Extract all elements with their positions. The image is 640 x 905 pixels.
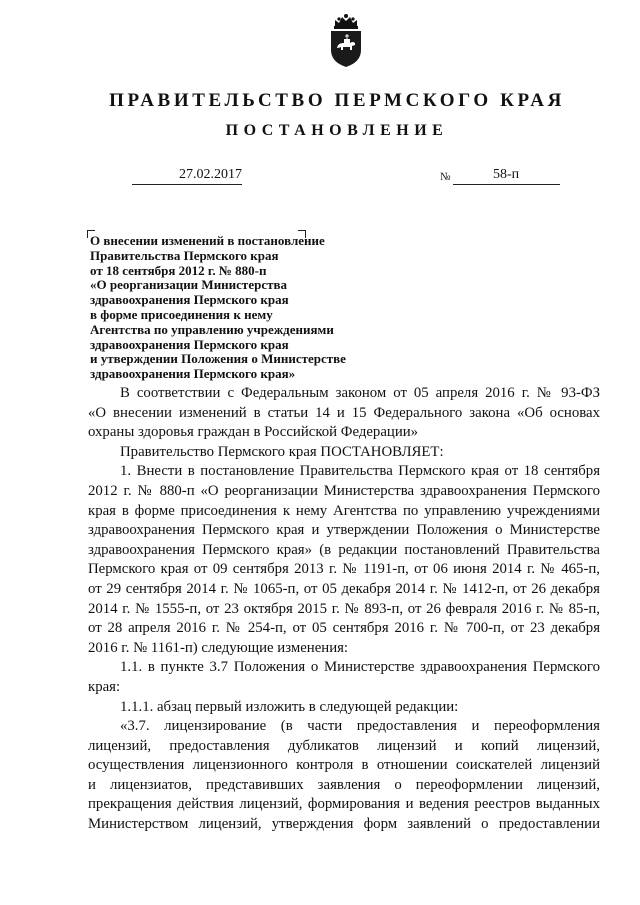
- body-line: осуществления лицензионного контроля в отношении соискателей лицензий: [88, 757, 600, 774]
- body-line: лицензий, предоставления дубликатов лицензий и копий лицензий,: [88, 737, 600, 754]
- document-type-title: ПОСТАНОВЛЕНИЕ: [225, 122, 449, 139]
- body-line: Министерством лицензий, утверждения форм заявлений о предоставлении: [88, 816, 600, 833]
- document-number-field: [453, 166, 560, 185]
- body-line: от 28 апреля 2016 г. № 254-п, от 05 сентября 2016 г. № 700-п, от 23 декабря: [88, 620, 600, 637]
- subject-line: «О реорганизации Министерства: [90, 277, 287, 293]
- body-line: от 29 сентября 2014 г. № 1065-п, от 05 декабря 2014 г. № 1412-п, от 26 декабря: [88, 580, 600, 597]
- body-line: здравоохранения Пермского края и утверждении Положения о Министерстве: [88, 522, 600, 539]
- body-line: «О внесении изменений в статьи 14 и 15 Федерального закона «Об основах: [88, 404, 600, 421]
- perm-krai-coat-of-arms-icon: [326, 12, 366, 68]
- body-line: 2016 г. № 1161-п) следующие изменения:: [88, 639, 349, 656]
- body-line: 2014 г. № 1555-п, от 23 октября 2015 г. № 893-п, от 26 февраля 2016 г. № 85-п,: [88, 600, 600, 617]
- subject-line: здравоохранения Пермского края»: [90, 366, 296, 382]
- body-line: края:: [88, 678, 121, 695]
- body-line: Пермского края от 09 сентября 2013 г. № 1191-п, от 06 июня 2014 г. № 465-п,: [88, 561, 600, 578]
- body-line: 1.1. в пункте 3.7 Положения о Министерстве здравоохранения Пермского: [120, 659, 600, 676]
- subject-line: здравоохранения Пермского края: [90, 292, 289, 308]
- document-number: 58-п: [493, 167, 520, 182]
- subject-line: от 18 сентября 2012 г. № 880-п: [90, 262, 267, 278]
- body-line: и лицензиатов, представивших заявления о переоформлении лицензий,: [88, 776, 600, 793]
- body-line: охраны здоровья граждан в Российской Федерации»: [88, 424, 419, 441]
- body-line: прекращения действия лицензий, формирования и ведения реестров выданных: [88, 796, 600, 813]
- document-body: [88, 384, 600, 835]
- document-date: 27.02.2017: [132, 166, 242, 185]
- number-sign: №: [440, 171, 451, 183]
- government-title: ПРАВИТЕЛЬСТВО ПЕРМСКОГО КРАЯ: [109, 90, 565, 111]
- subject-line: здравоохранения Пермского края: [90, 336, 289, 352]
- subject-line: и утверждении Положения о Министерстве: [90, 351, 346, 367]
- body-line: В соответствии с Федеральным законом от 05 апреля 2016 г. № 93-ФЗ: [120, 385, 600, 401]
- subject-line: Правительства Пермского края: [90, 247, 279, 263]
- subject-line: О внесении изменений в постановление: [90, 233, 325, 248]
- subject-line: в форме присоединения к нему: [90, 306, 273, 322]
- body-line: 2012 г. № 880-п «О реорганизации Министерства здравоохранения Пермского: [88, 482, 600, 499]
- subject-line: Агентства по управлению учреждениями: [90, 321, 334, 337]
- body-line: здравоохранения Пермского края» (в редакции постановлений Правительства: [88, 541, 600, 558]
- body-line: 1.1.1. абзац первый изложить в следующей редакции:: [120, 698, 459, 715]
- body-line: края в форме присоединения к нему Агентства по управлению учреждениями: [88, 502, 600, 519]
- body-line: Правительство Пермского края ПОСТАНОВЛЯЕТ:: [120, 443, 444, 460]
- document-subject: [90, 234, 420, 382]
- body-line: 1. Внести в постановление Правительства Пермского края от 18 сентября: [120, 463, 600, 480]
- body-line: «3.7. лицензирование (в части предоставления и переоформления: [120, 718, 600, 735]
